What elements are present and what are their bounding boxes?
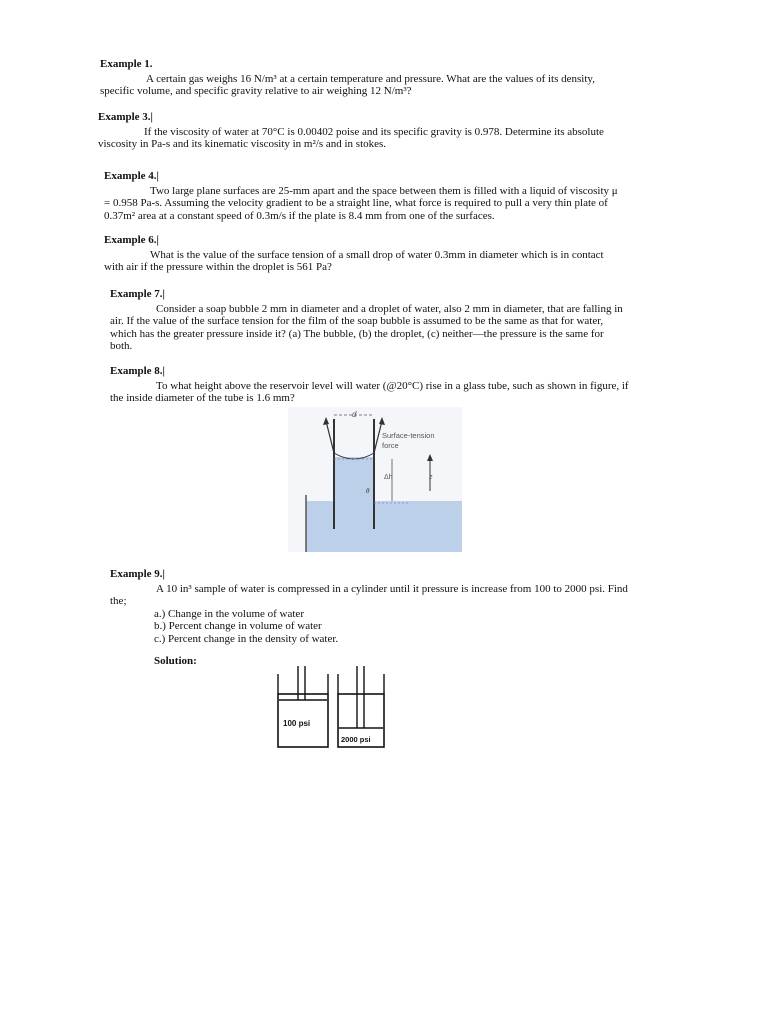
- example-4-line-3: 0.37m² area at a constant speed of 0.3m/s if the plate is 8.4 mm from one of the surfaces.: [104, 209, 495, 222]
- example-8-line-1: To what height above the reservoir level will water (@20°C) rise in a glass tube, such as shown in figure, if: [156, 379, 629, 392]
- example-6-line-1: What is the value of the surface tension of a small drop of water 0.3mm in diameter which is in contact: [150, 248, 604, 261]
- example-4: [104, 170, 664, 222]
- example-9-items: [110, 608, 674, 646]
- label-2000-psi: 2000 psi: [341, 735, 371, 744]
- example-7-line-4: both.: [110, 340, 133, 352]
- reservoir-water: [306, 501, 462, 552]
- example-9-item-b: b.) Percent change in volume of water: [154, 620, 322, 632]
- example-9-item-c: c.) Percent change in the density of water.: [154, 632, 339, 645]
- example-6-line-2: with air if the pressure within the droplet is 561 Pa?: [104, 261, 332, 273]
- example-4-line-1: Two large plane surfaces are 25-mm apart and the space between them is filled with a liquid of viscosity μ: [150, 184, 618, 197]
- tube-water-column: [334, 457, 374, 552]
- example-6: [104, 234, 664, 274]
- example-8-heading: Example 8.|: [110, 365, 165, 377]
- example-7-line-3: which has the greater pressure inside it? (a) The bubble, (b) the droplet, (c) neither—the pressure is the same for: [110, 327, 604, 340]
- example-9-line-2: the;: [110, 595, 127, 607]
- example-1: [100, 58, 682, 98]
- example-6-heading: Example 6.|: [104, 234, 159, 246]
- example-9-line-1: A 10 in³ sample of water is compressed in a cylinder until it pressure is increase from 100 to 2000 psi. Find: [156, 582, 628, 595]
- label-d: d: [352, 410, 357, 419]
- cylinders-figure: [276, 664, 388, 750]
- capillary-tube-figure: [288, 407, 462, 552]
- example-9-item-a: a.) Change in the volume of water: [154, 607, 304, 620]
- solution-label: Solution:: [154, 655, 197, 667]
- label-force: force: [382, 441, 399, 450]
- example-9: [110, 568, 674, 668]
- example-7-line-2: air. If the value of the surface tension for the film of the soap bubble is assumed to be the same as that for water,: [110, 315, 604, 327]
- example-4-line-2: = 0.958 Pa-s. Assuming the velocity gradient to be a straight line, what force is required to pull a very thin plate of: [104, 197, 608, 209]
- example-3: [98, 111, 682, 151]
- example-9-heading: Example 9.|: [110, 568, 165, 580]
- example-8-line-2: the inside diameter of the tube is 1.6 mm?: [110, 392, 295, 404]
- label-100-psi: 100 psi: [283, 719, 311, 728]
- label-dh: Δh: [384, 474, 393, 481]
- example-3-line-1: If the viscosity of water at 70°C is 0.00402 poise and its specific gravity is 0.978. Determine its absolute: [144, 125, 604, 138]
- example-4-heading: Example 4.|: [104, 170, 159, 182]
- example-7: [110, 288, 672, 353]
- label-surface-tension: Surface-tension: [382, 431, 435, 440]
- label-theta: θ: [366, 487, 370, 495]
- example-7-heading: Example 7.|: [110, 288, 165, 300]
- example-7-line-1: Consider a soap bubble 2 mm in diameter and a droplet of water, also 2 mm in diameter, that are falling in: [156, 302, 623, 315]
- example-8: [110, 365, 672, 405]
- label-z: z: [429, 474, 433, 481]
- example-1-line-1: A certain gas weighs 16 N/m³ at a certain temperature and pressure. What are the values of its density,: [146, 72, 595, 85]
- example-1-heading: Example 1.: [100, 58, 153, 70]
- example-1-line-2: specific volume, and specific gravity relative to air weighing 12 N/m³?: [100, 85, 412, 97]
- example-3-heading: Example 3.|: [98, 111, 153, 123]
- example-3-line-2: viscosity in Pa-s and its kinematic viscosity in m²/s and in stokes.: [98, 138, 387, 150]
